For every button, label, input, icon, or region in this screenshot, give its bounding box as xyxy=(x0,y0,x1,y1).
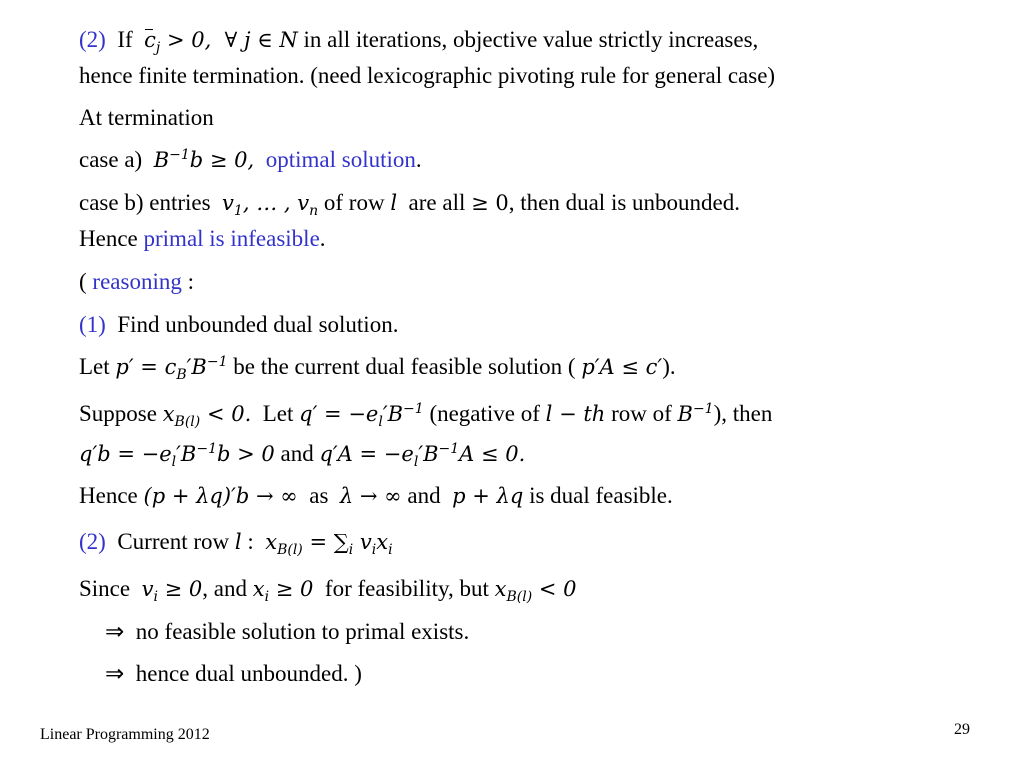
line-dual-solution xyxy=(79,353,676,384)
text: of row xyxy=(323,190,385,215)
math-row-l: l xyxy=(234,530,242,554)
step-label: (2) xyxy=(79,27,106,52)
math-x-nonneg: $x_i \ge 0$ xyxy=(252,577,314,606)
math-ray: (p + λq)′b → ∞ xyxy=(143,484,298,508)
text: and xyxy=(407,483,441,508)
text: ). xyxy=(662,354,676,379)
line-lexicographic-note: hence finite termination. (need lexicographic pivoting rule for general case) xyxy=(79,63,776,88)
text: no feasible solution to primal exists. xyxy=(135,619,470,644)
line-q-properties xyxy=(79,440,526,471)
line-finite-termination xyxy=(79,26,759,57)
math-nonneg: ≥ 0 xyxy=(471,191,509,215)
text: ( xyxy=(79,269,87,294)
math-b-inverse: $B^{-1}$ xyxy=(677,401,714,426)
text: , then dual is unbounded. xyxy=(508,190,740,215)
line-at-termination: At termination xyxy=(79,105,214,130)
text: ), then xyxy=(713,401,773,426)
math-dual-feasible: p′A ≤ c′ xyxy=(581,355,663,379)
line-unbounded xyxy=(79,482,673,510)
line-step-2-current-row xyxy=(79,528,393,559)
line-step-1 xyxy=(79,311,398,339)
text: Let xyxy=(262,401,294,426)
text: : xyxy=(187,269,194,294)
text: Since xyxy=(79,576,131,601)
line-primal-infeasible xyxy=(79,225,326,253)
text: . xyxy=(319,226,326,251)
text: Suppose xyxy=(79,401,157,426)
text: is dual feasible. xyxy=(529,483,673,508)
line-primal-no-solution xyxy=(105,618,469,646)
text: , and xyxy=(202,576,248,601)
text: Hence xyxy=(79,483,138,508)
text: : xyxy=(247,529,254,554)
math-qb-positive: $q'b = -e_l'B^{-1}b > 0$ xyxy=(79,441,275,471)
text: Let xyxy=(79,354,110,379)
implies-arrow-icon: ⇒ xyxy=(105,619,125,644)
text: Find unbounded dual solution. xyxy=(117,312,399,337)
math-basic-negative: $x_{B(l)} < 0$ xyxy=(494,577,577,606)
line-suppose xyxy=(79,400,773,431)
text: are all xyxy=(408,190,466,215)
text: and xyxy=(280,441,314,466)
math-qa-nonpositive: $q'A = -e_l'B^{-1}A \le 0$. xyxy=(319,441,526,471)
math-basic-negative: $x_{B(l)} < 0$. xyxy=(162,402,252,431)
page-number: 29 xyxy=(954,721,970,738)
step-label: (2) xyxy=(79,529,106,554)
math-row-equation: $x_{B(l)} = \sum_i$ $v_ix_i$ xyxy=(265,530,393,559)
math-q-def: $q' = -e_l'B^{-1}$ xyxy=(299,401,424,431)
text: case b) entries xyxy=(79,190,211,215)
math-dual-ray: p + λq xyxy=(452,484,524,508)
math-row-entries: $v_1$, … , $v_n$ xyxy=(222,191,319,220)
math-case-a-condition: $B^{-1}b \ge 0$, xyxy=(153,147,255,172)
math-row-l: l xyxy=(390,191,398,215)
math-reduced-cost-condition: $c_j > 0$, ∀ j ∈ N xyxy=(144,28,298,57)
math-lambda-limit: λ → ∞ xyxy=(339,484,402,508)
text: be the current dual feasible solution ( xyxy=(233,354,576,379)
math-l-th: l − th xyxy=(545,402,606,426)
line-since xyxy=(79,575,577,606)
text: in all iterations, objective value strictly increases, xyxy=(303,27,759,52)
line-case-a xyxy=(79,146,422,174)
text: hence dual unbounded. ) xyxy=(135,661,362,686)
text: Hence xyxy=(79,226,138,251)
text: Current row xyxy=(117,529,230,554)
text: (negative of xyxy=(429,401,540,426)
line-dual-unbounded xyxy=(105,660,362,688)
line-case-b xyxy=(79,189,740,220)
footer-course-title: Linear Programming 2012 xyxy=(40,726,210,743)
text: case a) xyxy=(79,147,143,172)
reasoning-link: reasoning xyxy=(92,269,182,294)
text: row of xyxy=(611,401,672,426)
math-dual-def: $p' = c_B'B^{-1}$ xyxy=(115,354,228,384)
line-reasoning xyxy=(79,268,194,296)
text: for feasibility, but xyxy=(324,576,489,601)
primal-infeasible-link: primal is infeasible xyxy=(143,226,320,251)
text: If xyxy=(117,27,133,52)
math-v-nonneg: $v_i \ge 0$ xyxy=(141,577,203,606)
optimal-solution-link: optimal solution xyxy=(265,147,416,172)
text: as xyxy=(309,483,329,508)
implies-arrow-icon: ⇒ xyxy=(105,661,125,686)
text: . xyxy=(415,147,422,172)
step-label: (1) xyxy=(79,312,106,337)
